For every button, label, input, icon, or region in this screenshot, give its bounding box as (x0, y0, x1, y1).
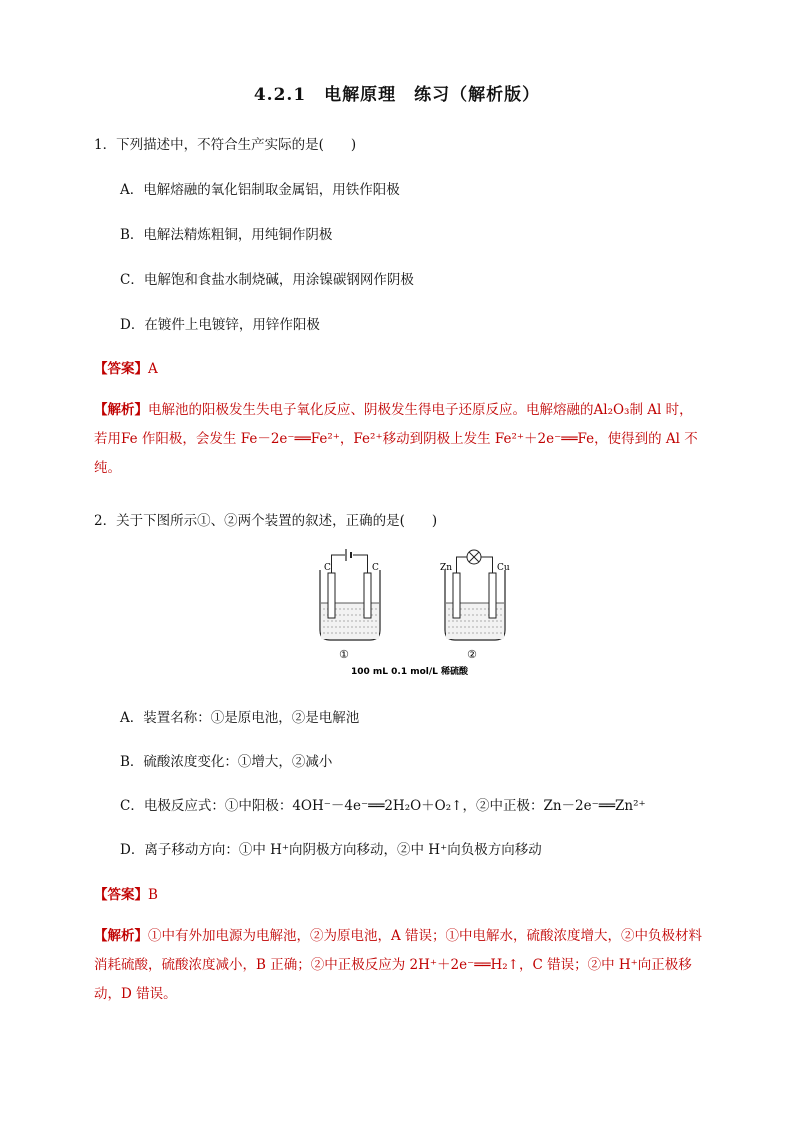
question-2-stem: 2．关于下图所示①、②两个装置的叙述，正确的是( ) (94, 513, 438, 529)
question-1-option-b: B．电解法精炼粗铜，用纯铜作阴极 (120, 227, 333, 243)
analysis-text: ①中有外加电源为电解池，②为原电池，A 错误；①中电解水，硫酸浓度增大，②中负极材料消耗硫酸，硫酸浓度减小，B 正确；②中正极反应为 2H⁺＋2e⁻══H₂↑，C 错误；②中 H⁺向正极移动，D 错误。 (94, 928, 703, 1002)
analysis-text: 电解池的阳极发生失电子氧化反应、阴极发生得电子还原反应。电解熔融的Al₂O₃制 Al 时，若用Fe 作阳极，会发生 Fe－2e⁻══Fe²⁺，Fe²⁺移动到阴极上发生 Fe²⁺＋2e⁻══Fe，使得到的 Al 不纯。 (94, 402, 698, 476)
answer-value: B (148, 887, 158, 903)
question-2-option-d: D．离子移动方向：①中 H⁺向阴极方向移动，②中 H⁺向负极方向移动 (120, 842, 542, 858)
question-2-option-b: B．硫酸浓度变化：①增大，②减小 (120, 754, 333, 770)
question-1-stem: 1．下列描述中，不符合生产实际的是( ) (94, 137, 357, 153)
answer-label: 【答案】 (94, 361, 148, 377)
electrode-cu-label: Cu (497, 563, 510, 573)
device-2-number: ② (467, 648, 477, 661)
beaker-2 (445, 550, 505, 640)
question-1-answer (94, 357, 158, 377)
question-2-option-a: A．装置名称：①是原电池，②是电解池 (120, 710, 360, 726)
device-1-number: ① (339, 648, 349, 661)
analysis-label: 【解析】 (94, 402, 148, 418)
question-1-analysis (94, 396, 704, 483)
electrode-c-right-label: C (372, 563, 379, 573)
analysis-label: 【解析】 (94, 928, 148, 944)
page-title: 4.2.1 电解原理 练习（解析版） (253, 85, 541, 105)
question-2-option-c: C．电极反应式：①中阳极：4OH⁻－4e⁻══2H₂O＋O₂↑，②中正极：Zn－2e⁻══Zn²⁺ (120, 798, 646, 814)
figure-caption: 100 mL 0.1 mol/L 稀硫酸 (351, 667, 469, 677)
question-2-analysis (94, 922, 704, 1009)
electrode-c-left-label: C (324, 563, 331, 573)
question-2-answer (94, 883, 158, 903)
question-1-option-a: A．电解熔融的氧化铝制取金属铝，用铁作阳极 (120, 182, 400, 198)
electrochemical-apparatus-figure (315, 545, 515, 680)
electrode-zn-label: Zn (440, 563, 453, 573)
answer-label: 【答案】 (94, 887, 148, 903)
question-1-option-c: C．电解饱和食盐水制烧碱，用涂镍碳钢网作阴极 (120, 272, 414, 288)
question-1-option-d: D．在镀件上电镀锌，用锌作阳极 (120, 317, 320, 333)
answer-value: A (148, 361, 158, 377)
